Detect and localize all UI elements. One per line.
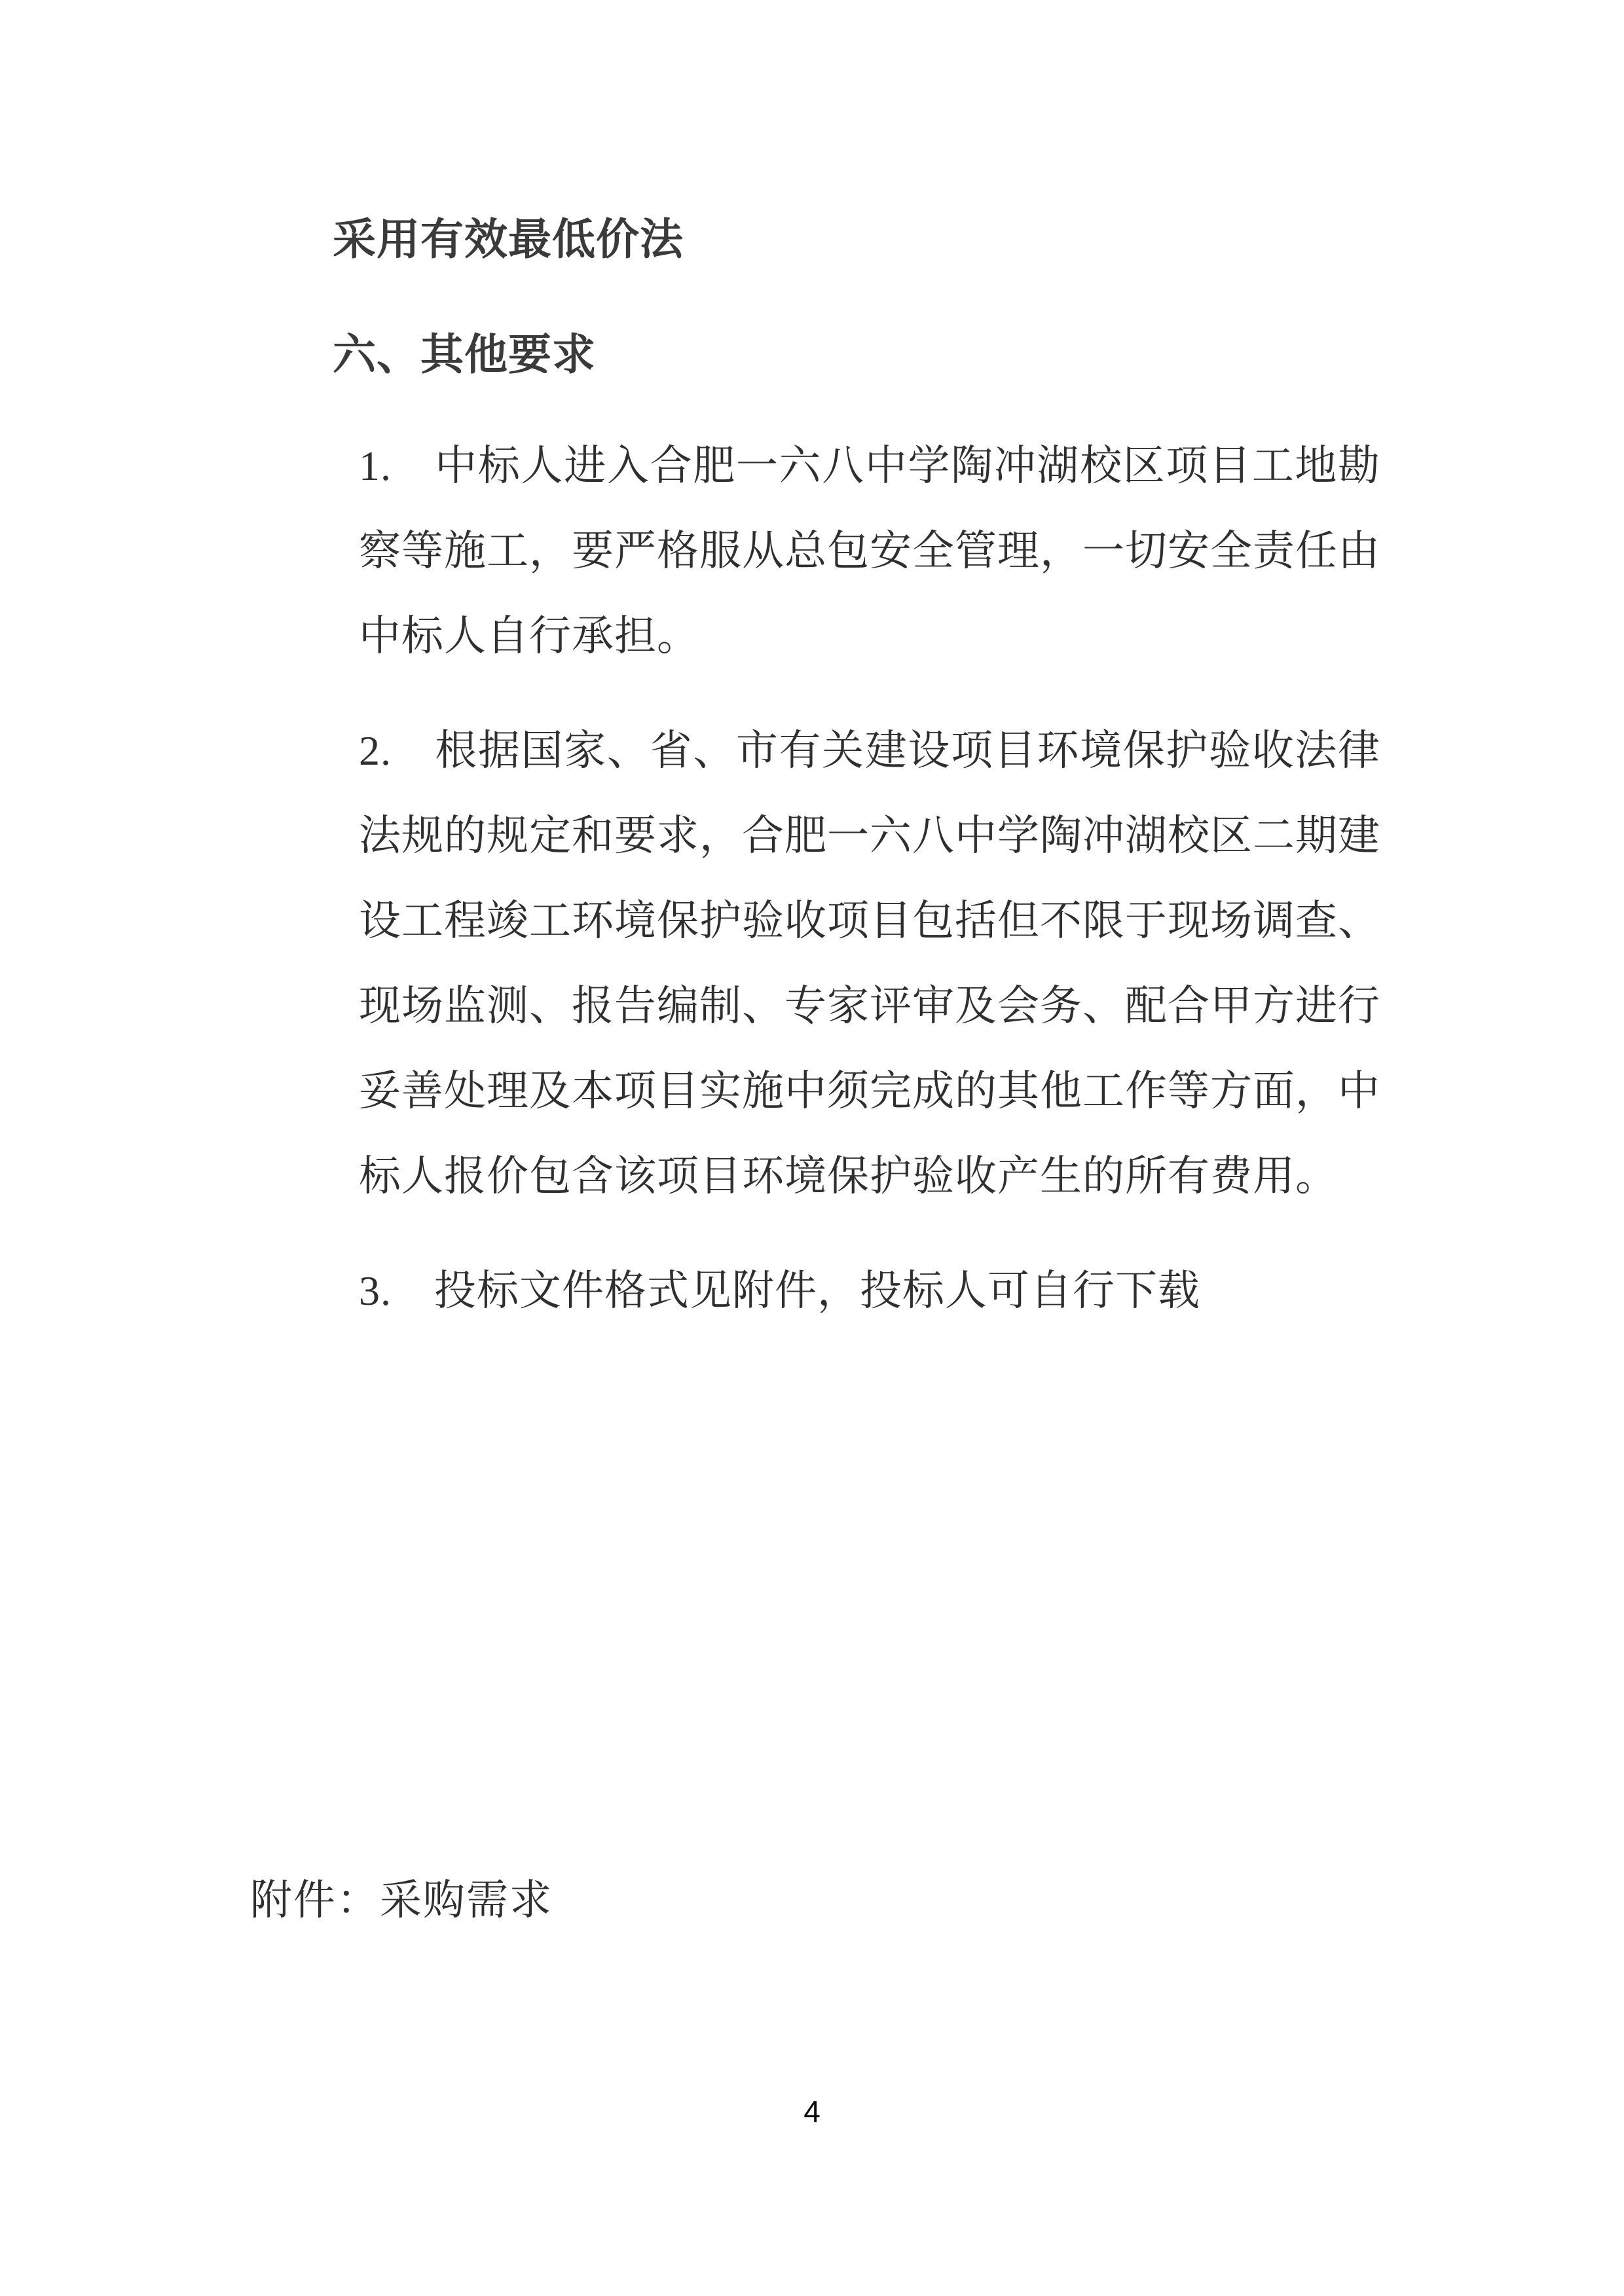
- intro-paragraph-text: 采用有效最低价法: [333, 215, 684, 263]
- attachment-note: 附件：采购需求: [250, 1877, 553, 1923]
- body-paragraph-3: 3. 投标文件格式见附件，投标人可自行下载: [359, 1267, 1200, 1314]
- body-paragraph-2: 2. 根据国家、省、市有关建设项目环境保护验收法律法规的规定和要求，合肥一六八中学陶冲湖校区二期建设工程竣工环境保护验收项目包括但不限于现场调查、现场监测、报告编制、专家评审及会务、配合甲方进行妥善处理及本项目实施中须完成的其他工作等方面，中标人报价包含该项目环境保护验收产生的所有费用。: [359, 727, 1380, 1199]
- body-paragraph-1: 1. 中标人进入合肥一六八中学陶冲湖校区项目工地勘察等施工，要严格服从总包安全管理，一切安全责任由中标人自行承担。: [359, 443, 1380, 659]
- page-number: 4: [803, 2094, 821, 2128]
- body-text-block: [359, 424, 1380, 1363]
- section-heading: 六、其他要求: [333, 330, 596, 378]
